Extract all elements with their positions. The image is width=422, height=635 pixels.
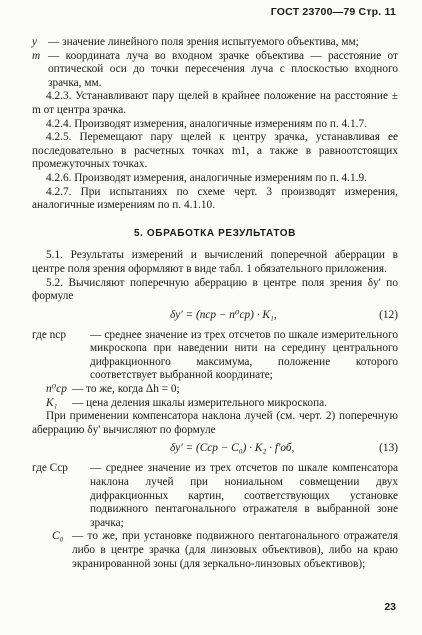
definition-term: y <box>32 36 38 48</box>
definition-c0 <box>32 530 398 571</box>
page-content <box>32 36 398 571</box>
definition-text: — среднее значение из трех отсчетов по шкале компенсатора наклона лучей при нониальном совмещении двух дифракционных картин, соответствующих установке подвижного пентагонального отражателя в выбранной зоне зрачка; <box>90 462 398 529</box>
definition-term: n⁰ср <box>46 383 67 396</box>
formula-number: (13) <box>379 442 398 455</box>
formula-number: (12) <box>379 308 398 321</box>
definition-text: — цена деления шкалы измерительного микроскопа. <box>72 396 327 409</box>
formula-expression: δy' = (nср − n⁰ср) · K₁, <box>170 308 277 321</box>
definition-text: — значение линейного поля зрения испытуемого объектива, мм; <box>48 36 359 48</box>
definition-n0-sr <box>32 383 398 397</box>
definition-term: где nср <box>32 328 66 341</box>
paragraph-5-2: 5.2. Вычисляют поперечную аберрацию в центре поля зрения δy' по формуле <box>32 276 398 303</box>
page-number: 23 <box>384 601 396 614</box>
definition-text: — то же, когда Δh = 0; <box>72 383 180 396</box>
definition-text: — координата луча во входном зрачке объектива — расстояние от оптической оси до точки пересечения луча с плоскостью входного зрачка, мм. <box>48 49 398 89</box>
paragraph-4-2-6: 4.2.6. Производят измерения, аналогичные измерениям по п. 4.1.9. <box>46 171 367 184</box>
definition-c-sr <box>32 462 398 530</box>
definition-n-sr <box>32 329 398 383</box>
paragraph-4-2-3: 4.2.3. Устанавливают пару щелей в крайнее положение на расстояние ± m от центра зрачка. <box>32 90 398 116</box>
paragraph-4-2-5: 4.2.5. Перемещают пару щелей к центру зрачка, устанавливая ее последовательно в расчетных точках m1, а также в равноотстоящих промежуточных точках. <box>32 131 398 171</box>
definition-term: где Cср <box>32 462 68 475</box>
definition-m <box>32 50 398 91</box>
formula-12 <box>32 307 398 325</box>
definition-term: C₀ <box>52 530 64 543</box>
formula-expression: δy' = (Cср − C₀) · K₂ · f'об, <box>170 442 295 455</box>
section-title: 5. ОБРАБОТКА РЕЗУЛЬТАТОВ <box>134 227 296 239</box>
definition-term: K₁ <box>46 396 58 409</box>
definition-text: — среднее значение из трех отсчетов по шкале измерительного микроскопа при наведении нити на середину центрального дифракционного максимума, положение которого соответствует выбранной координате; <box>90 328 398 382</box>
paragraph-5-1: 5.1. Результаты измерений и вычислений поперечной аберрации в центре поля зрения оформляют в виде табл. 1 обязательного приложения. <box>32 249 398 275</box>
paragraph-4-2-7: 4.2.7. При испытаниях по схеме черт. 3 производят измерения, аналогичные измерениям по п. 4.1.10. <box>32 185 398 212</box>
formula-13 <box>32 440 398 458</box>
page-header: ГОСТ 23700—79 Стр. 11 <box>270 6 396 18</box>
definition-term: m <box>32 49 41 62</box>
definition-k1 <box>32 397 398 411</box>
paragraph-compensator: При применении компенсатора наклона лучей (см. черт. 2) поперечную аберрацию δy' вычисляют по формуле <box>32 410 398 436</box>
definition-y <box>32 36 398 50</box>
paragraph-4-2-4: 4.2.4. Производят измерения, аналогичные измерениям по п. 4.1.7. <box>46 117 367 130</box>
definition-text: — то же, при установке подвижного пентагонального отражателя либо в центре зрачка (для линзовых объективов), либо на краю экранированной зоны (для зеркально-линзовых объективов); <box>72 530 399 570</box>
